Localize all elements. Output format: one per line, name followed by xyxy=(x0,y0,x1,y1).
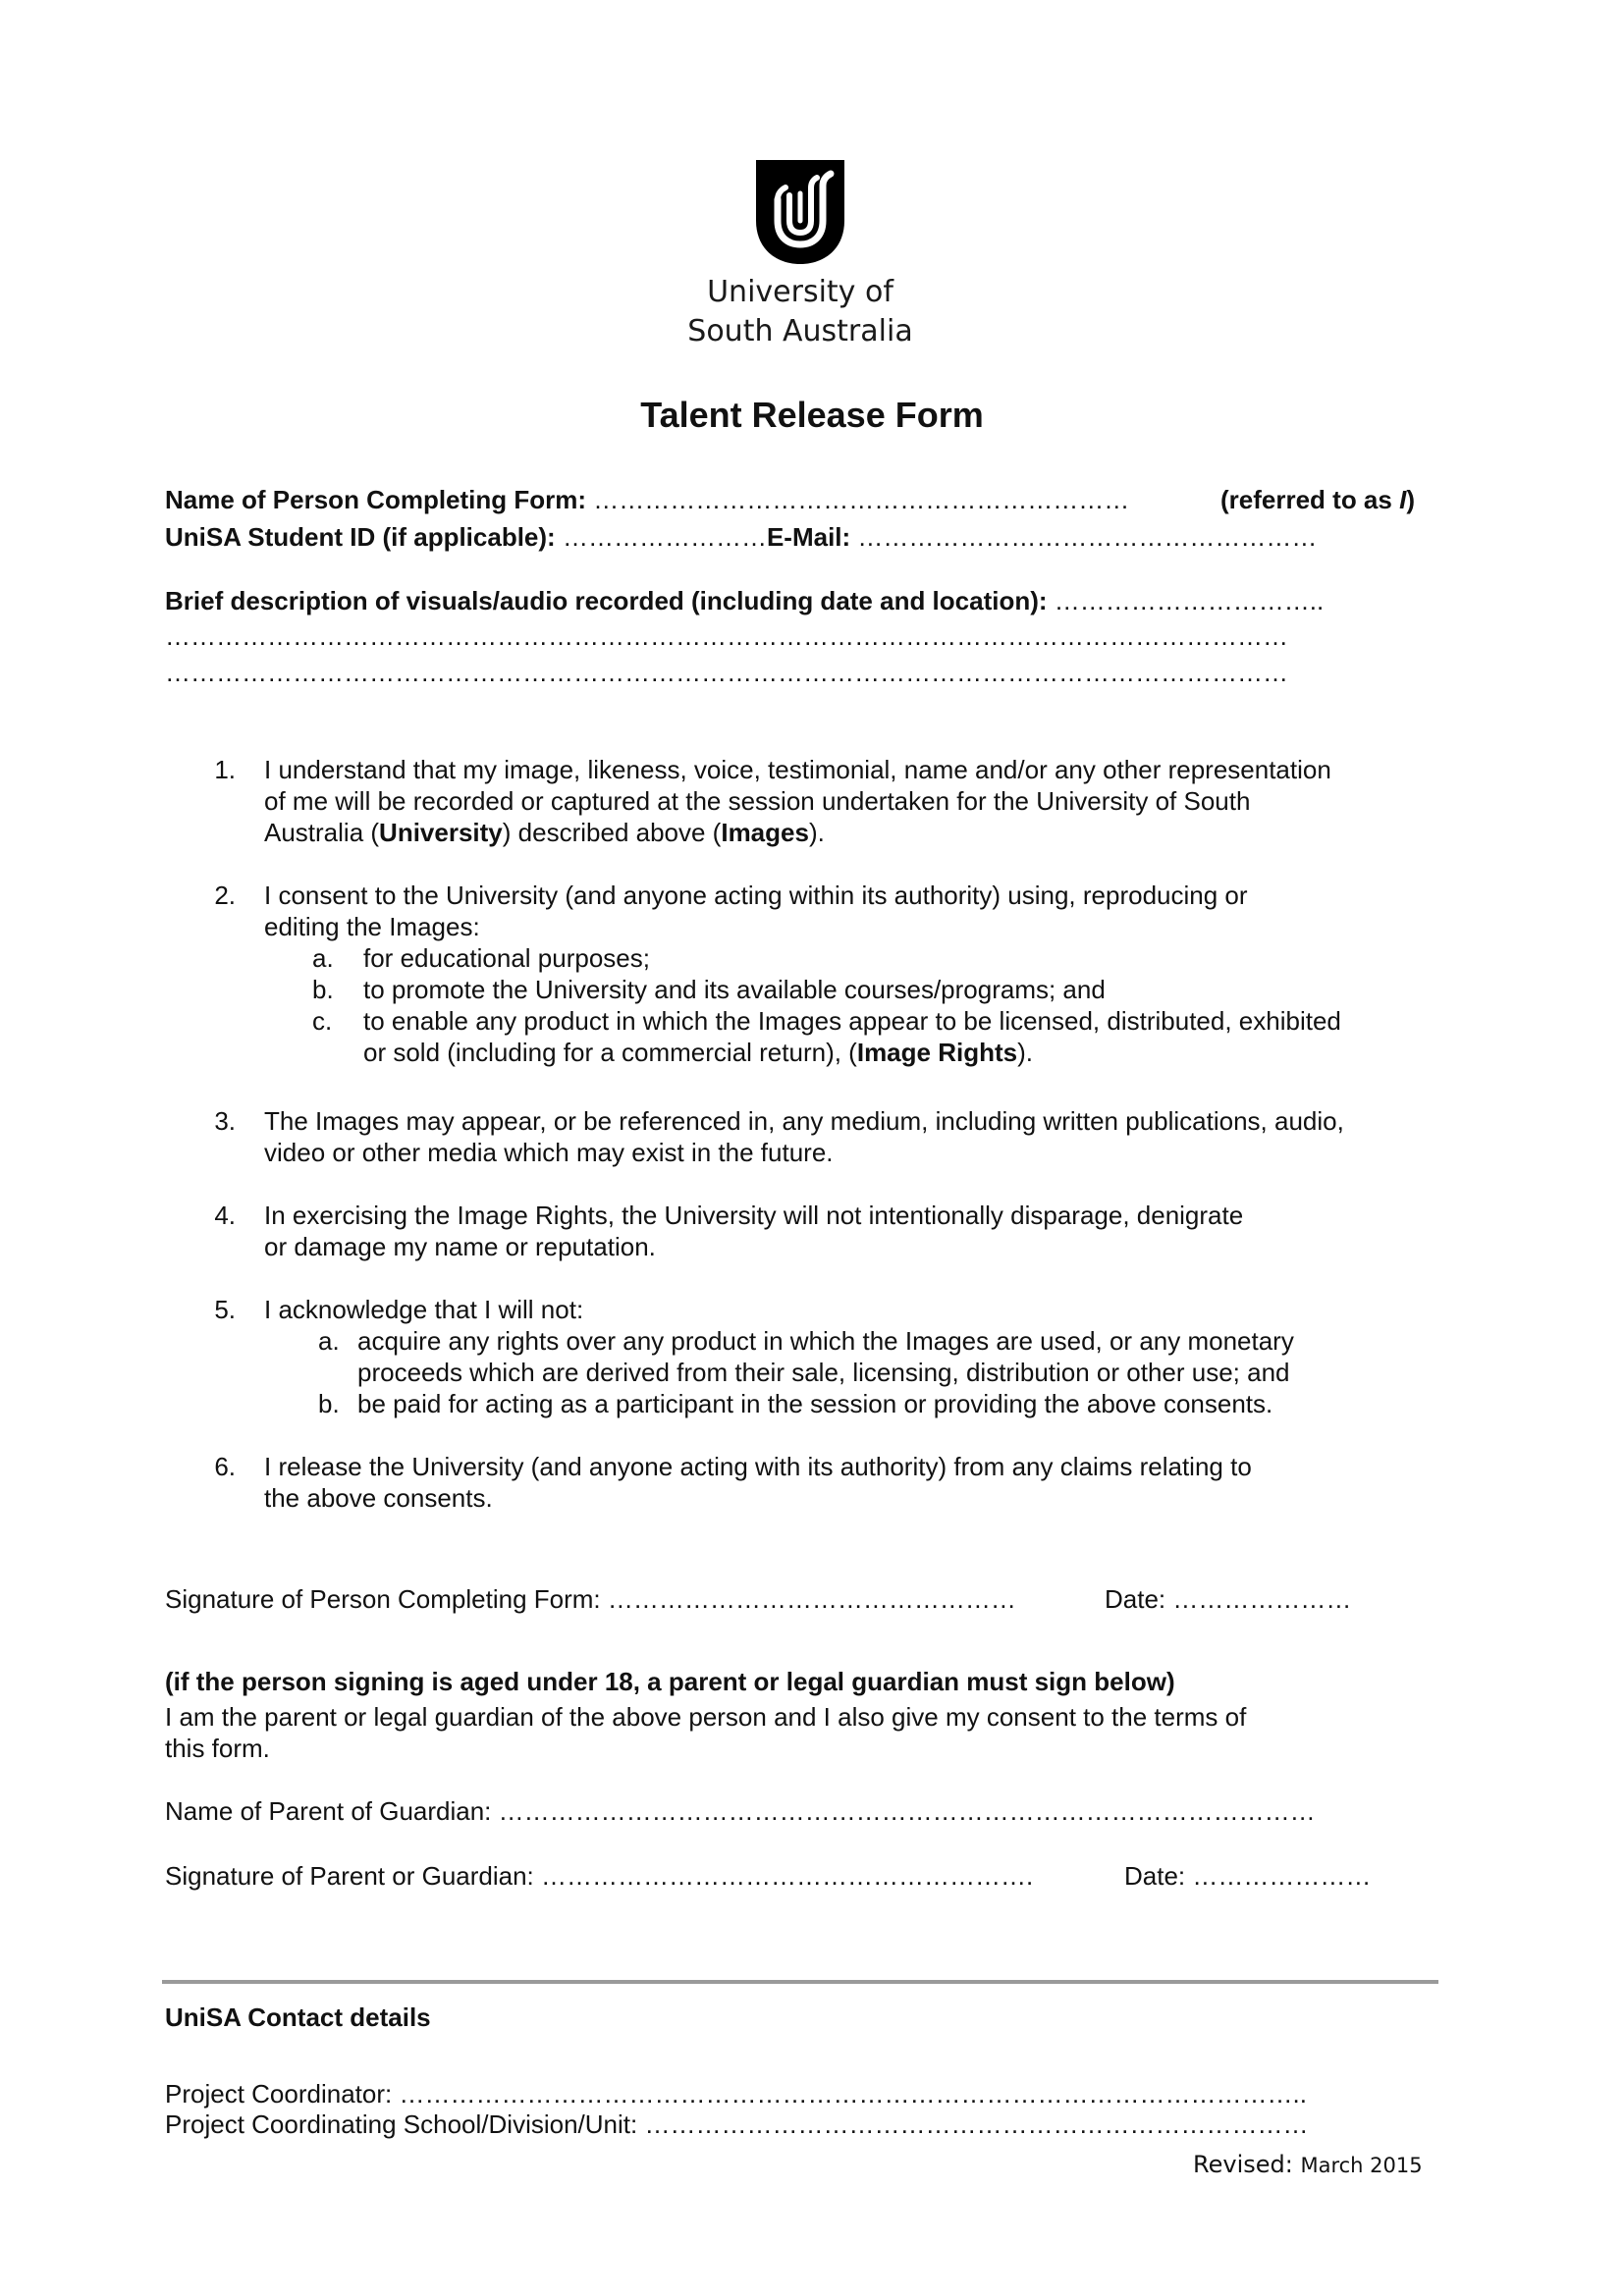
email-label: E-Mail: xyxy=(766,522,851,552)
date-label: Date: xyxy=(1105,1584,1166,1614)
coordinator-label: Project Coordinator: xyxy=(165,2079,393,2109)
guardian-notice: (if the person signing is aged under 18, a parent or legal guardian must sign below) xyxy=(165,1667,1175,1696)
university-name-line2: South Australia xyxy=(687,314,913,348)
referred-close: ) xyxy=(1406,485,1415,514)
clause-2a-text: for educational purposes; xyxy=(363,943,650,973)
page-title: Talent Release Form xyxy=(640,395,984,435)
revision-note xyxy=(1193,2150,1423,2180)
clause-2-line1: I consent to the University (and anyone acting within its authority) using, reproducing or xyxy=(264,881,1248,910)
coordinator-input[interactable]: …………………………………………………………………………………………….. xyxy=(399,2079,1307,2109)
clause-1-number: 1. xyxy=(214,755,236,784)
clause-1-line3 xyxy=(264,817,825,848)
referred-italic: I xyxy=(1399,485,1407,514)
clause-4-number: 4. xyxy=(214,1201,236,1230)
clause-5a-text: acquire any rights over any product in which the Images are used, or any monetary xyxy=(357,1326,1294,1356)
description-input-line3[interactable]: …………………………………………………………………………………………………………………… xyxy=(165,658,1288,687)
clause-6-number: 6. xyxy=(214,1452,236,1481)
guardian-date-row xyxy=(1124,1860,1371,1892)
description-input-line1[interactable]: ………………………….. xyxy=(1054,586,1325,615)
name-field-row xyxy=(165,484,1129,515)
clause-2b-text: to promote the University and its available courses/programs; and xyxy=(363,975,1106,1004)
unisa-shield-icon xyxy=(756,160,844,266)
guardian-signature-input[interactable]: …………………………………………………. xyxy=(541,1861,1034,1891)
revised-date: March 2015 xyxy=(1300,2154,1423,2177)
clause-2b-letter: b. xyxy=(312,975,334,1004)
guardian-date-input[interactable]: ………………… xyxy=(1192,1861,1372,1891)
section-divider xyxy=(162,1980,1438,1984)
guardian-signature-label: Signature of Parent or Guardian: xyxy=(165,1861,534,1891)
guardian-signature-row xyxy=(165,1860,1033,1892)
signature-date-row xyxy=(1105,1583,1351,1615)
clause-5-line1: I acknowledge that I will not: xyxy=(264,1295,584,1324)
clause-2c-letter: c. xyxy=(312,1006,333,1036)
unit-label: Project Coordinating School/Division/Unit: xyxy=(165,2109,638,2139)
coordinator-row xyxy=(165,2078,1307,2109)
university-name xyxy=(677,273,923,351)
guardian-name-row xyxy=(165,1795,1316,1827)
clause-1-text: Australia ( xyxy=(264,818,380,847)
unit-row xyxy=(165,2109,1308,2140)
clause-2c-text: ). xyxy=(1017,1038,1033,1067)
name-field-label: Name of Person Completing Form: xyxy=(165,485,587,514)
clause-5a-letter: a. xyxy=(318,1326,340,1356)
clause-5b-text: be paid for acting as a participant in the session or providing the above consents. xyxy=(357,1389,1273,1418)
clause-1-text: ). xyxy=(808,818,825,847)
signature-row xyxy=(165,1583,1016,1615)
clause-5b-letter: b. xyxy=(318,1389,340,1418)
clause-2c-text: or sold (including for a commercial return), ( xyxy=(363,1038,857,1067)
description-label: Brief description of visuals/audio recorded (including date and location): xyxy=(165,586,1048,615)
student-id-label: UniSA Student ID (if applicable): xyxy=(165,522,556,552)
clause-5-number: 5. xyxy=(214,1295,236,1324)
clause-4-line2: or damage my name or reputation. xyxy=(264,1232,656,1261)
clause-2-number: 2. xyxy=(214,881,236,910)
clause-2a-letter: a. xyxy=(312,943,334,973)
clause-6-line2: the above consents. xyxy=(264,1483,493,1513)
signature-label: Signature of Person Completing Form: xyxy=(165,1584,601,1614)
referred-text: (referred to as xyxy=(1220,485,1400,514)
signature-input[interactable]: ………………………………………… xyxy=(607,1584,1016,1614)
signature-date-input[interactable]: ………………… xyxy=(1172,1584,1352,1614)
student-id-input[interactable]: …………………… xyxy=(562,522,767,552)
unit-input[interactable]: …………………………………………………………………… xyxy=(644,2109,1309,2139)
clause-2c-text: to enable any product in which the Images appear to be licensed, distributed, exhibited xyxy=(363,1006,1341,1036)
guardian-consent-line2: this form. xyxy=(165,1734,270,1763)
revised-label: Revised: xyxy=(1193,2151,1293,2178)
clause-1-line1: I understand that my image, likeness, voice, testimonial, name and/or any other representation xyxy=(264,755,1331,784)
email-input[interactable]: ……………………………………………… xyxy=(857,522,1318,552)
clause-3-number: 3. xyxy=(214,1106,236,1136)
guardian-consent-line1: I am the parent or legal guardian of the above person and I also give my consent to the terms of xyxy=(165,1702,1247,1732)
student-id-row xyxy=(165,521,1317,553)
clause-1-line2: of me will be recorded or captured at the session undertaken for the University of South xyxy=(264,786,1251,816)
clause-2-line2: editing the Images: xyxy=(264,912,480,941)
guardian-date-label: Date: xyxy=(1124,1861,1186,1891)
clause-3-line1: The Images may appear, or be referenced in, any medium, including written publications, audio, xyxy=(264,1106,1344,1136)
referred-to-as-note xyxy=(1220,484,1415,515)
clause-2c-line2 xyxy=(363,1037,1033,1068)
university-name-line1: University of xyxy=(707,275,893,309)
description-input-line2[interactable]: …………………………………………………………………………………………………………………… xyxy=(165,621,1288,651)
defined-term-university: University xyxy=(379,818,503,847)
clause-6-line1: I release the University (and anyone acting with its authority) from any claims relating to xyxy=(264,1452,1252,1481)
name-field-input[interactable]: ……………………………………………………… xyxy=(593,485,1130,514)
contact-heading: UniSA Contact details xyxy=(165,2002,431,2032)
description-row xyxy=(165,585,1324,616)
guardian-name-label: Name of Parent of Guardian: xyxy=(165,1796,492,1826)
clause-5a-line2: proceeds which are derived from their sale, licensing, distribution or other use; and xyxy=(357,1358,1290,1387)
clause-1-text: ) described above ( xyxy=(502,818,722,847)
clause-3-line2: video or other media which may exist in the future. xyxy=(264,1138,834,1167)
guardian-name-input[interactable]: …………………………………………………………………………………… xyxy=(498,1796,1316,1826)
clause-4-line1: In exercising the Image Rights, the University will not intentionally disparage, denigrate xyxy=(264,1201,1244,1230)
defined-term-images: Images xyxy=(721,818,809,847)
defined-term-image-rights: Image Rights xyxy=(856,1038,1018,1067)
